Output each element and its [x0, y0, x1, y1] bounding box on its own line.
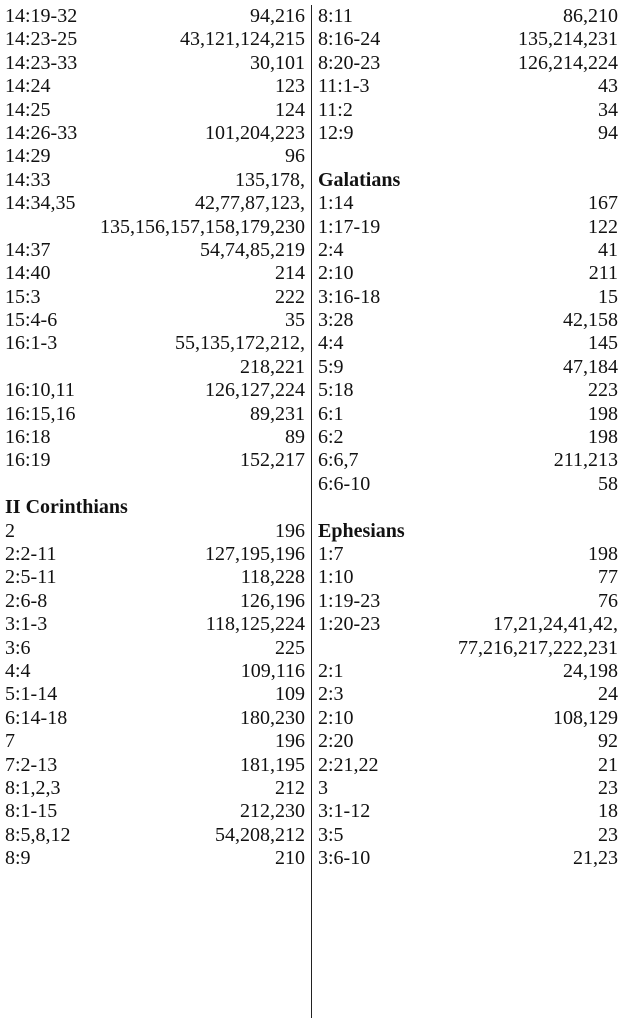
page-numbers: 18 — [598, 800, 618, 823]
page-numbers: 30,101 — [250, 51, 305, 74]
verse-reference: 8:1-15 — [5, 800, 58, 823]
book-title: II Corinthians — [5, 496, 128, 519]
index-entry — [5, 566, 305, 589]
verse-reference: 14:24 — [5, 75, 51, 98]
index-entry — [5, 52, 305, 75]
index-entry — [5, 169, 305, 192]
page-numbers: 89 — [285, 426, 305, 449]
index-entry — [318, 449, 618, 472]
verse-reference: 3:1-3 — [5, 613, 48, 636]
verse-reference: 12:9 — [318, 121, 354, 144]
page-numbers: 118,228 — [240, 566, 305, 589]
page-numbers: 126,127,224 — [205, 379, 305, 402]
index-entry — [5, 28, 305, 51]
verse-reference: 14:25 — [5, 98, 51, 121]
page-numbers: 135,156,157,158,179,230 — [100, 215, 305, 238]
index-entry — [5, 286, 305, 309]
index-entry — [318, 824, 618, 847]
verse-reference: 14:40 — [5, 262, 51, 285]
verse-reference: 15:3 — [5, 285, 41, 308]
index-entry — [318, 356, 618, 379]
page-numbers: 181,195 — [240, 753, 305, 776]
index-entry — [318, 332, 618, 355]
page-numbers: 21 — [598, 753, 618, 776]
blank-line — [318, 496, 618, 519]
verse-reference: 3 — [318, 776, 328, 799]
verse-reference: 11:1-3 — [318, 75, 370, 98]
verse-reference: 1:19-23 — [318, 589, 381, 612]
page-numbers: 126,214,224 — [518, 51, 618, 74]
index-entry — [5, 660, 305, 683]
index-entry — [5, 192, 305, 215]
page-numbers: 196 — [275, 519, 305, 542]
page-numbers: 55,135,172,212, — [175, 332, 305, 355]
page-numbers: 198 — [588, 402, 618, 425]
page-numbers: 218,221 — [240, 355, 305, 378]
verse-reference: 16:10,11 — [5, 379, 75, 402]
page-numbers: 210 — [275, 847, 305, 870]
index-entry-continuation — [5, 356, 305, 379]
page-numbers: 58 — [598, 472, 618, 495]
verse-reference: 5:18 — [318, 379, 354, 402]
verse-reference: 1:14 — [318, 192, 354, 215]
index-entry — [5, 754, 305, 777]
index-entry — [318, 590, 618, 613]
verse-reference: 16:19 — [5, 449, 51, 472]
verse-reference: 6:2 — [318, 426, 344, 449]
index-entry — [318, 52, 618, 75]
index-entry — [5, 543, 305, 566]
index-entry — [318, 309, 618, 332]
page-numbers: 127,195,196 — [205, 542, 305, 565]
index-entry — [5, 637, 305, 660]
index-entry — [5, 332, 305, 355]
page-numbers: 135,178, — [235, 168, 305, 191]
verse-reference: 11:2 — [318, 98, 353, 121]
verse-reference: 6:14-18 — [5, 706, 68, 729]
index-entry — [318, 286, 618, 309]
verse-reference: 8:5,8,12 — [5, 823, 71, 846]
page-numbers: 167 — [588, 192, 618, 215]
index-entry — [5, 777, 305, 800]
index-entry — [5, 99, 305, 122]
page-numbers: 23 — [598, 823, 618, 846]
book-heading — [318, 169, 618, 192]
verse-reference: 1:17-19 — [318, 215, 381, 238]
index-entry — [318, 99, 618, 122]
index-entry — [5, 262, 305, 285]
verse-reference: 6:6-10 — [318, 472, 371, 495]
verse-reference: 3:16-18 — [318, 285, 381, 308]
verse-reference: 6:6,7 — [318, 449, 359, 472]
verse-reference: 2:3 — [318, 683, 344, 706]
index-entry — [318, 122, 618, 145]
index-entry — [318, 239, 618, 262]
book-title: Ephesians — [318, 519, 405, 542]
index-entry — [318, 473, 618, 496]
verse-reference: 15:4-6 — [5, 309, 58, 332]
index-entry — [318, 613, 618, 636]
verse-reference: 16:1-3 — [5, 332, 58, 355]
index-entry — [318, 379, 618, 402]
verse-reference: 7 — [5, 730, 15, 753]
page-numbers: 122 — [588, 215, 618, 238]
page-numbers: 101,204,223 — [205, 121, 305, 144]
index-entry — [318, 847, 618, 870]
verse-reference: 1:10 — [318, 566, 354, 589]
verse-reference: 8:9 — [5, 847, 31, 870]
index-entry — [5, 800, 305, 823]
index-entry — [5, 520, 305, 543]
page-numbers: 54,74,85,219 — [200, 238, 305, 261]
verse-reference: 7:2-13 — [5, 753, 58, 776]
index-entry — [5, 683, 305, 706]
verse-reference: 14:23-33 — [5, 51, 78, 74]
index-entry — [318, 707, 618, 730]
index-entry — [5, 5, 305, 28]
page-numbers: 109,116 — [240, 659, 305, 682]
page-numbers: 135,214,231 — [518, 28, 618, 51]
index-entry — [5, 590, 305, 613]
index-entry — [5, 730, 305, 753]
book-heading — [5, 496, 305, 519]
index-entry — [318, 216, 618, 239]
page-numbers: 21,23 — [573, 847, 618, 870]
page-numbers: 211,213 — [553, 449, 618, 472]
page-numbers: 225 — [275, 636, 305, 659]
page-numbers: 77 — [598, 566, 618, 589]
blank-line — [318, 145, 618, 168]
page-numbers: 43 — [598, 75, 618, 98]
verse-reference: 14:29 — [5, 145, 51, 168]
page-numbers: 23 — [598, 776, 618, 799]
index-entry — [5, 122, 305, 145]
page-numbers: 123 — [275, 75, 305, 98]
index-entry — [5, 847, 305, 870]
index-entry — [5, 613, 305, 636]
verse-reference: 14:33 — [5, 168, 51, 191]
book-heading — [318, 520, 618, 543]
page-numbers: 152,217 — [240, 449, 305, 472]
page-numbers: 222 — [275, 285, 305, 308]
page-numbers: 24 — [598, 683, 618, 706]
page-numbers: 198 — [588, 542, 618, 565]
index-entry — [318, 75, 618, 98]
page-numbers: 42,77,87,123, — [195, 192, 305, 215]
index-entry — [5, 379, 305, 402]
verse-reference: 2:5-11 — [5, 566, 57, 589]
column-divider — [311, 5, 312, 1018]
verse-reference: 2:2-11 — [5, 542, 57, 565]
index-entry — [5, 824, 305, 847]
verse-reference: 14:23-25 — [5, 28, 78, 51]
verse-reference: 14:34,35 — [5, 192, 76, 215]
index-entry — [318, 660, 618, 683]
verse-reference: 8:11 — [318, 5, 353, 27]
page-numbers: 54,208,212 — [215, 823, 305, 846]
page-numbers: 145 — [588, 332, 618, 355]
index-entry — [318, 28, 618, 51]
verse-reference: 14:37 — [5, 238, 51, 261]
page-numbers: 96 — [285, 145, 305, 168]
page-numbers: 180,230 — [240, 706, 305, 729]
page-numbers: 47,184 — [563, 355, 618, 378]
page-numbers: 212,230 — [240, 800, 305, 823]
verse-reference: 2:20 — [318, 730, 354, 753]
index-entry — [318, 683, 618, 706]
page-numbers: 212 — [275, 776, 305, 799]
blank-line — [5, 473, 305, 496]
index-entry — [318, 777, 618, 800]
index-entry — [5, 403, 305, 426]
page-numbers: 89,231 — [250, 402, 305, 425]
verse-reference: 2:21,22 — [318, 753, 379, 776]
page-numbers: 92 — [598, 730, 618, 753]
page-numbers: 124 — [275, 98, 305, 121]
verse-reference: 3:6 — [5, 636, 31, 659]
index-entry — [5, 75, 305, 98]
verse-reference: 8:20-23 — [318, 51, 381, 74]
verse-reference: 3:1-12 — [318, 800, 371, 823]
index-entry — [318, 5, 618, 28]
page-numbers: 76 — [598, 589, 618, 612]
page-numbers: 211 — [588, 262, 618, 285]
page-numbers: 35 — [285, 309, 305, 332]
index-entry — [5, 449, 305, 472]
verse-reference: 14:26-33 — [5, 121, 78, 144]
page-numbers: 94 — [598, 121, 618, 144]
index-entry — [5, 145, 305, 168]
verse-reference: 5:9 — [318, 355, 344, 378]
verse-reference: 2:6-8 — [5, 589, 48, 612]
page-numbers: 77,216,217,222,231 — [458, 636, 618, 659]
page-numbers: 41 — [598, 238, 618, 261]
index-entry — [5, 239, 305, 262]
verse-reference: 5:1-14 — [5, 683, 58, 706]
index-entry — [318, 566, 618, 589]
page-numbers: 126,196 — [240, 589, 305, 612]
verse-reference: 2:10 — [318, 262, 354, 285]
verse-reference: 14:19-32 — [5, 5, 78, 27]
index-entry — [318, 730, 618, 753]
page-numbers: 34 — [598, 98, 618, 121]
index-entry — [318, 800, 618, 823]
page-numbers: 109 — [275, 683, 305, 706]
index-column-left — [5, 5, 305, 870]
verse-reference: 1:7 — [318, 542, 344, 565]
verse-reference: 2:4 — [318, 238, 344, 261]
verse-reference: 16:15,16 — [5, 402, 76, 425]
index-entry — [318, 192, 618, 215]
page-numbers: 42,158 — [563, 309, 618, 332]
verse-reference: 8:1,2,3 — [5, 776, 61, 799]
index-entry — [5, 426, 305, 449]
index-entry-continuation — [5, 216, 305, 239]
page-numbers: 223 — [588, 379, 618, 402]
verse-reference: 1:20-23 — [318, 613, 381, 636]
page-numbers: 86,210 — [563, 5, 618, 27]
index-entry — [5, 309, 305, 332]
page-numbers: 24,198 — [563, 659, 618, 682]
page-numbers: 43,121,124,215 — [180, 28, 305, 51]
verse-reference: 2 — [5, 519, 15, 542]
index-entry — [318, 543, 618, 566]
verse-reference: 3:28 — [318, 309, 354, 332]
index-entry — [318, 754, 618, 777]
verse-reference: 6:1 — [318, 402, 344, 425]
index-column-right — [318, 5, 618, 870]
page-numbers: 214 — [275, 262, 305, 285]
page-numbers: 15 — [598, 285, 618, 308]
index-entry — [318, 403, 618, 426]
verse-reference: 2:10 — [318, 706, 354, 729]
page-numbers: 198 — [588, 426, 618, 449]
verse-reference: 8:16-24 — [318, 28, 381, 51]
index-entry — [318, 262, 618, 285]
index-entry — [5, 707, 305, 730]
page-numbers: 17,21,24,41,42, — [493, 613, 618, 636]
page-numbers: 94,216 — [250, 5, 305, 27]
verse-reference: 2:1 — [318, 659, 344, 682]
page-numbers: 108,129 — [553, 706, 618, 729]
verse-reference: 16:18 — [5, 426, 51, 449]
verse-reference: 3:5 — [318, 823, 344, 846]
index-entry — [318, 426, 618, 449]
verse-reference: 4:4 — [318, 332, 344, 355]
verse-reference: 3:6-10 — [318, 847, 371, 870]
verse-reference: 4:4 — [5, 659, 31, 682]
book-title: Galatians — [318, 168, 401, 191]
page-numbers: 196 — [275, 730, 305, 753]
index-entry-continuation — [318, 637, 618, 660]
page-numbers: 118,125,224 — [205, 613, 305, 636]
